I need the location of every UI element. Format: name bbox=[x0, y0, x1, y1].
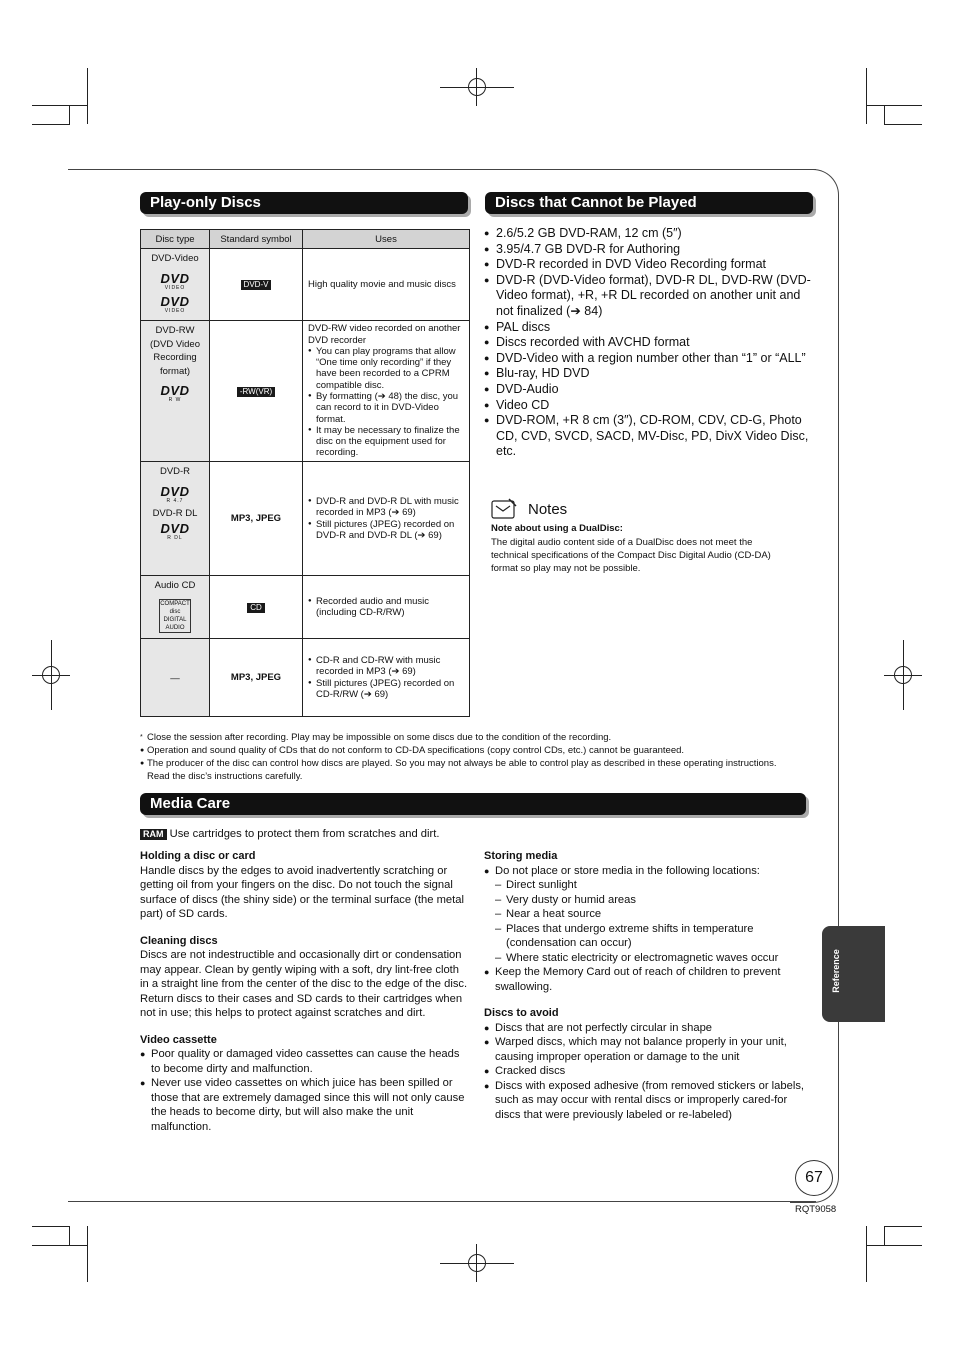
dvd-video-logo bbox=[158, 295, 192, 314]
uses-cell: High quality movie and music discs bbox=[303, 249, 470, 321]
crop-mark bbox=[32, 1245, 88, 1246]
media-care-right bbox=[484, 849, 809, 1122]
section-heading-media-care: Media Care bbox=[140, 793, 806, 815]
dvd-logo-subtext: R W bbox=[168, 397, 182, 403]
dvd-logo-subtext: R 4.7 bbox=[166, 497, 184, 504]
play-only-table bbox=[140, 229, 470, 717]
symbol-badge: DVD-V bbox=[241, 280, 272, 290]
list-item: ● Still pictures (JPEG) recorded on CD-R/RW (➔ 69) bbox=[308, 678, 469, 701]
crop-mark bbox=[32, 1226, 70, 1227]
disc-type-cell bbox=[141, 576, 210, 639]
crop-mark bbox=[866, 68, 867, 124]
side-tab bbox=[822, 926, 885, 1022]
uses-text: DVD-RW video recorded on another DVD recorder bbox=[308, 323, 461, 346]
crop-mark bbox=[866, 1245, 922, 1246]
list-item: – Where static electricity or electromagnetic waves occur bbox=[495, 951, 809, 966]
registration-mark bbox=[440, 1263, 514, 1264]
column-header: Standard symbol bbox=[210, 230, 303, 249]
registration-mark bbox=[476, 1244, 477, 1282]
list-item: ● Cracked discs bbox=[484, 1064, 809, 1079]
media-care-left bbox=[140, 849, 470, 1134]
symbol-badge: -RW(VR) bbox=[237, 387, 275, 397]
uses-cell bbox=[303, 462, 470, 576]
registration-mark bbox=[903, 640, 904, 710]
list-item: ● DVD-R (DVD-Video format), DVD-R DL, DVD-RW (DVD-Video format), +R, +R DL recorded on another unit and not finalized (➔ 84) bbox=[484, 273, 814, 320]
note-text: The digital audio content side of a DualDisc does not meet the technical specifications of the Compact Disc Digital Audio (CD-DA) format so play may not be possible. bbox=[491, 537, 771, 574]
dvd-video-logo bbox=[158, 272, 192, 291]
footnote-text: Operation and sound quality of CDs that do not conform to CD-DA specifications (copy control CDs, etc.) cannot be guaranteed. bbox=[147, 745, 685, 756]
footnote: ● Operation and sound quality of CDs that do not conform to CD-DA specifications (copy control CDs, etc.) cannot be guaranteed. bbox=[140, 745, 685, 756]
cleaning-title: Cleaning discs bbox=[140, 934, 218, 947]
section-heading-play-only: Play-only Discs bbox=[140, 192, 468, 214]
column-header: Uses bbox=[303, 230, 470, 249]
disc-type-label: Audio CD bbox=[154, 580, 196, 591]
dvd-logo-text: DVD bbox=[160, 293, 190, 309]
symbol-cell bbox=[210, 576, 303, 639]
footnote: * Close the session after recording. Play may be impossible on some discs due to the condition of the recording. bbox=[140, 732, 612, 743]
list-item: ● By formatting (➔ 48) the disc, you can record to it in DVD-Video format. bbox=[308, 391, 469, 425]
list-item: ● Discs recorded with AVCHD format bbox=[484, 335, 814, 351]
page-number-text: 67 bbox=[805, 1169, 823, 1186]
crop-mark bbox=[32, 105, 88, 106]
list-item: ● DVD-ROM, +R 8 cm (3″), CD-ROM, CDV, CD-G, Photo CD, CVD, SVCD, SACD, MV-Disc, PD, DivX Video Disc, etc. bbox=[484, 413, 814, 460]
dvd-r-logo bbox=[158, 485, 192, 504]
disc-type-cell bbox=[141, 249, 210, 321]
uses-cell bbox=[303, 639, 470, 717]
notes-icon bbox=[491, 498, 517, 520]
footnote-text: Close the session after recording. Play may be impossible on some discs due to the condition of the recording. bbox=[147, 732, 612, 743]
registration-mark bbox=[51, 640, 52, 710]
doc-code: RQT9058 bbox=[795, 1204, 837, 1215]
crop-mark bbox=[866, 1226, 867, 1282]
disc-type-cell bbox=[141, 462, 210, 576]
storing-title: Storing media bbox=[484, 850, 558, 862]
symbol-cell: MP3, JPEG bbox=[210, 462, 303, 576]
footnotes bbox=[140, 731, 800, 783]
notes-title: Notes bbox=[528, 501, 568, 518]
crop-mark bbox=[87, 68, 88, 124]
list-item: ● Recorded audio and music (including CD-R/RW) bbox=[308, 596, 469, 619]
disc-type-cell bbox=[141, 321, 210, 462]
crop-mark bbox=[884, 1226, 922, 1227]
disc-type-label: — bbox=[170, 673, 180, 685]
dvd-logo-text: DVD bbox=[160, 521, 190, 536]
symbol-cell: MP3, JPEG bbox=[210, 639, 303, 717]
ram-badge: RAM bbox=[140, 829, 167, 840]
dvd-r-dl-logo bbox=[158, 522, 192, 541]
disc-type-cell bbox=[141, 639, 210, 717]
uses-cell bbox=[303, 576, 470, 639]
dvd-rw-logo bbox=[158, 384, 192, 403]
page-number bbox=[795, 1160, 833, 1196]
crop-mark bbox=[69, 105, 70, 124]
ram-line bbox=[140, 827, 540, 842]
uses-cell bbox=[303, 321, 470, 462]
list-item: ● CD-R and CD-RW with music recorded in MP3 (➔ 69) bbox=[308, 655, 469, 678]
list-item: ● Discs that are not perfectly circular in shape bbox=[484, 1021, 809, 1036]
cannot-play-list bbox=[484, 226, 814, 460]
holding-text: Handle discs by the edges to avoid inadvertently scratching or getting oil from your fingers on the disc. Do not touch the signal surface of discs (the shiny side) or the terminal surface (the metal part) of SD cards. bbox=[140, 864, 464, 920]
disc-type-label: DVD-Video bbox=[151, 253, 199, 264]
symbol-cell bbox=[210, 249, 303, 321]
side-tab-label: Reference bbox=[831, 949, 841, 993]
section-heading-cannot-play: Discs that Cannot be Played bbox=[485, 192, 813, 214]
list-item: ● Blu-ray, HD DVD bbox=[484, 366, 814, 382]
list-item: ● 2.6/5.2 GB DVD-RAM, 12 cm (5″) bbox=[484, 226, 814, 242]
list-item: – Near a heat source bbox=[495, 907, 809, 922]
column-header: Disc type bbox=[141, 230, 210, 249]
crop-mark bbox=[32, 124, 70, 125]
disc-type-label: DVD-RW (DVD Video Recording format) bbox=[150, 325, 200, 377]
list-item: ● 3.95/4.7 GB DVD-R for Authoring bbox=[484, 242, 814, 258]
list-item: – Direct sunlight bbox=[495, 878, 809, 893]
registration-mark bbox=[440, 87, 514, 88]
list-item: ● Video CD bbox=[484, 398, 814, 414]
crop-mark bbox=[884, 1226, 885, 1245]
crop-mark bbox=[69, 1226, 70, 1245]
list-item: ● It may be necessary to finalize the disc on the equipment used for recording. bbox=[308, 425, 469, 459]
disc-type-label: DVD-R bbox=[159, 466, 191, 477]
dvd-logo-subtext: VIDEO bbox=[164, 307, 186, 314]
list-item: ● Keep the Memory Card out of reach of children to prevent swallowing. bbox=[484, 965, 809, 994]
list-item: ● Do not place or store media in the following locations: bbox=[484, 864, 809, 879]
note-subhead: Note about using a DualDisc: bbox=[491, 523, 623, 534]
list-item: ● DVD-R and DVD-R DL with music recorded in MP3 (➔ 69) bbox=[308, 496, 469, 519]
list-item: ● Poor quality or damaged video cassettes can cause the heads to become dirty and malfunction. bbox=[140, 1047, 470, 1076]
page-frame bbox=[68, 169, 816, 170]
list-item: – Places that undergo extreme shifts in temperature (condensation can occur) bbox=[495, 922, 809, 951]
list-item: – Very dusty or humid areas bbox=[495, 893, 809, 908]
cleaning-text: Discs are not indestructible and occasionally dirt or condensation may appear. Clean by gently wiping with a soft, dry lint-free cloth in a straight line from the center of the disc to the edge of the disc. bbox=[140, 949, 468, 990]
video-title: Video cassette bbox=[140, 1033, 217, 1046]
list-item: ● DVD-Video with a region number other than “1” or “ALL” bbox=[484, 351, 814, 367]
registration-mark bbox=[476, 68, 477, 106]
page-frame bbox=[68, 1201, 816, 1202]
list-item: ● You can play programs that allow “One time only recording” if they have been recorded to a CPRM compatible disc. bbox=[308, 346, 469, 391]
disc-type-label: DVD-R DL bbox=[152, 507, 198, 519]
list-item: ● DVD-Audio bbox=[484, 382, 814, 398]
list-item: ● DVD-R recorded in DVD Video Recording format bbox=[484, 257, 814, 273]
dvd-logo-text: DVD bbox=[160, 483, 190, 499]
dvd-logo-text: DVD bbox=[160, 383, 190, 398]
crop-mark bbox=[866, 105, 922, 106]
footnote: ● The producer of the disc can control how discs are played. So you may not always be able to control play as described in these operating instructions. Read the disc’s instructions carefully. bbox=[140, 758, 777, 782]
crop-mark bbox=[87, 1226, 88, 1282]
holding-title: Holding a disc or card bbox=[140, 850, 256, 862]
symbol-cell bbox=[210, 321, 303, 462]
avoid-title: Discs to avoid bbox=[484, 1007, 559, 1019]
list-item: ● Discs with exposed adhesive (from removed stickers or labels, such as may occur with rental discs or improperly cared-for discs that were previously labeled or re-labeled) bbox=[484, 1079, 809, 1123]
dvd-logo-text: DVD bbox=[160, 270, 190, 286]
footnote-text: The producer of the disc can control how discs are played. So you may not always be able to control play as described in these operating instructions. Read the disc’s instructions carefully. bbox=[147, 758, 777, 782]
crop-mark bbox=[884, 124, 922, 125]
dvd-logo-subtext: R DL bbox=[167, 535, 183, 541]
list-item: ● Warped discs, which may not balance properly in your unit, causing improper operation or damage to the unit bbox=[484, 1035, 809, 1064]
crop-mark bbox=[884, 105, 885, 124]
list-item: ● Never use video cassettes on which juice has been spilled or those that are extremely damaged since this will not only cause the heads to become dirty, but will also make the unit malfunction. bbox=[140, 1076, 470, 1134]
list-item: ● PAL discs bbox=[484, 320, 814, 336]
symbol-badge: CD bbox=[247, 603, 265, 613]
ram-text: Use cartridges to protect them from scratches and dirt. bbox=[169, 828, 440, 840]
compact-disc-logo: COMPACT disc DIGITAL AUDIO bbox=[160, 600, 190, 631]
cleaning-text: Return discs to their cases and SD cards to their cartridges when not in use; this helps to protect against scratches and dirt. bbox=[140, 992, 463, 1019]
list-item: ● Still pictures (JPEG) recorded on DVD-R and DVD-R DL (➔ 69) bbox=[308, 519, 469, 542]
dvd-logo-subtext: VIDEO bbox=[164, 284, 186, 291]
